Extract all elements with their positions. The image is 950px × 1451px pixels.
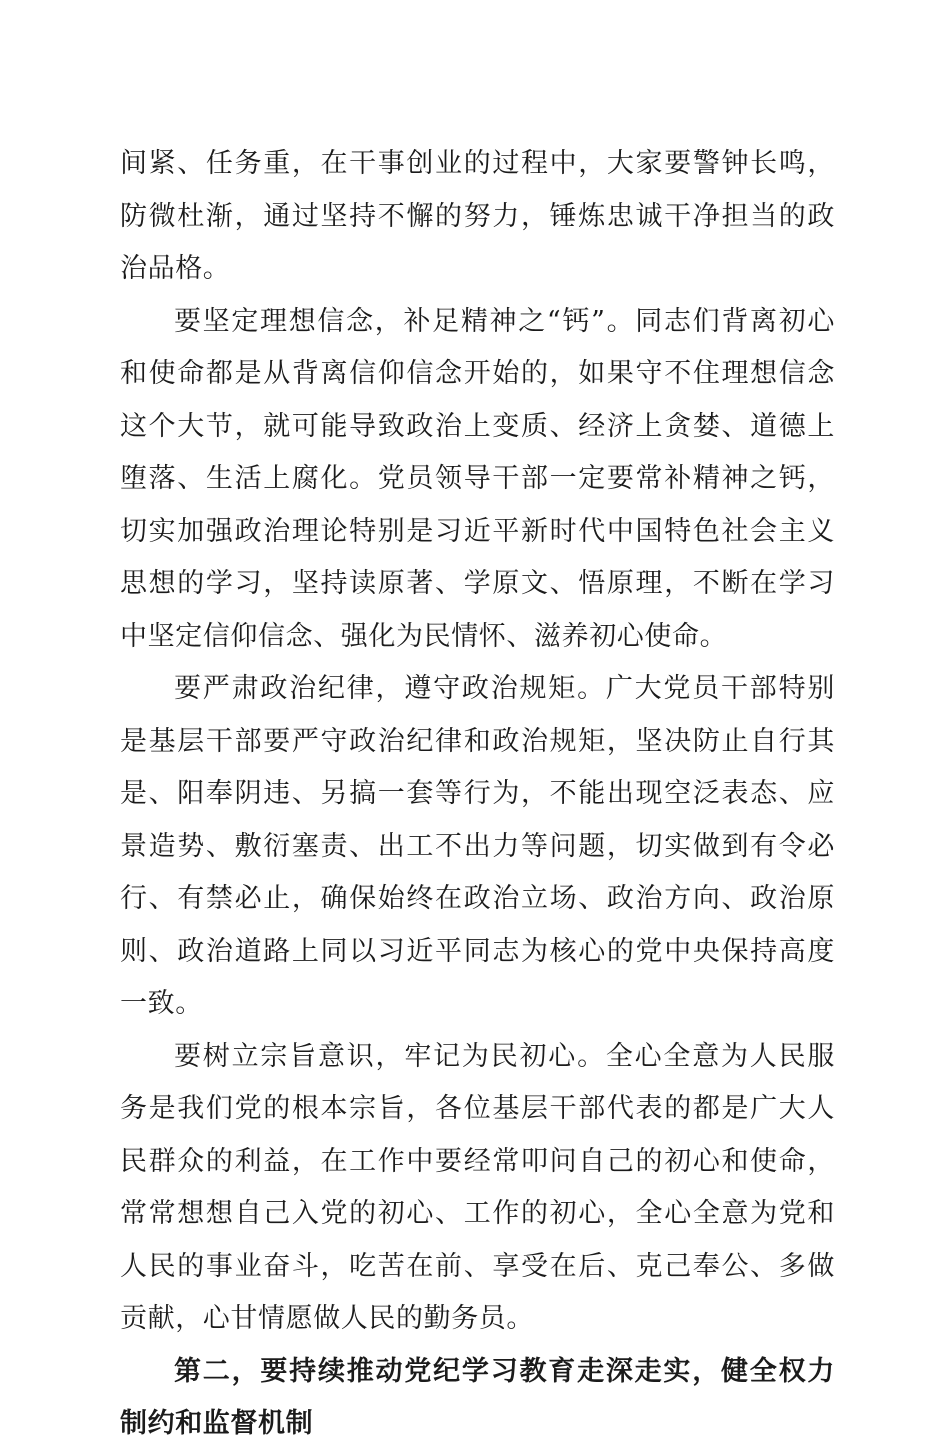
paragraph-ideals-beliefs: 要坚定理想信念，补足精神之“钙”。同志们背离初心和使命都是从背离信仰信念开始的，如果守不住理想信念这个大节，就可能导致政治上变质、经济上贪婪、道德上堕落、生活上腐化。党员领导干部一定要常补精神之钙，切实加强政治理论特别是习近平新时代中国特色社会主义思想的学习，坚持读原著、学原文、悟原理，不断在学习中坚定信仰信念、强化为民情怀、滋养初心使命。 — [120, 305, 835, 652]
section-heading-second: 第二，要持续推动党纪学习教育走深走实，健全权力制约和监督机制 — [120, 1355, 835, 1439]
document-body — [120, 138, 835, 1451]
paragraph-continuation: 间紧、任务重，在干事创业的过程中，大家要警钟长鸣，防微杜渐，通过坚持不懈的努力，锤炼忠诚干净担当的政治品格。 — [120, 148, 835, 284]
paragraph-purpose-awareness: 要树立宗旨意识，牢记为民初心。全心全意为人民服务是我们党的根本宗旨，各位基层干部代表的都是广大人民群众的利益，在工作中要经常叩问自己的初心和使命，常常想想自己入党的初心、工作的初心，全心全意为党和人民的事业奋斗，吃苦在前、享受在后、克己奉公、多做贡献，心甘情愿做人民的勤务员。 — [120, 1040, 835, 1334]
paragraph-political-discipline: 要严肃政治纪律，遵守政治规矩。广大党员干部特别是基层干部要严守政治纪律和政治规矩，坚决防止自行其是、阳奉阴违、另搞一套等行为，不能出现空泛表态、应景造势、敷衍塞责、出工不出力等问题，切实做到有令必行、有禁必止，确保始终在政治立场、政治方向、政治原则、政治道路上同以习近平同志为核心的党中央保持高度一致。 — [120, 673, 835, 1019]
